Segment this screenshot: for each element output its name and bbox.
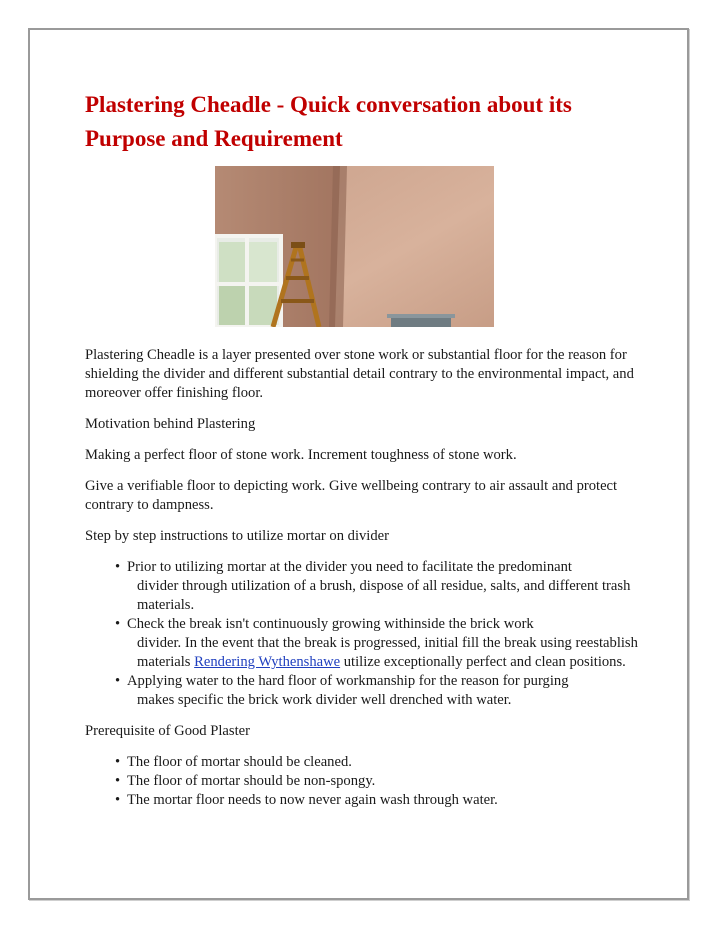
list-item <box>85 615 640 672</box>
list-item-rest: makes specific the brick work divider well drenched with water. <box>137 692 512 708</box>
list-item-first-line: Applying water to the hard floor of workmanship for the reason for purging <box>127 673 569 689</box>
document-page <box>28 28 689 900</box>
motivation-paragraph-2: Give a verifiable floor to depicting work. Give wellbeing contrary to air assault and protect contrary to dampness. <box>85 478 618 513</box>
list-item-first-line: Check the break isn't continuously growing withinside the brick work <box>127 616 534 632</box>
page-title: Plastering Cheadle - Quick conversation about its Purpose and Requirement <box>85 92 572 151</box>
prerequisite-list <box>85 753 640 810</box>
plastered-room-photo <box>215 166 494 327</box>
bullet: • <box>115 616 121 632</box>
bullet: • <box>115 792 121 808</box>
bullet: • <box>115 559 121 575</box>
list-item <box>85 772 640 791</box>
list-item-text: The mortar floor needs to now never again wash through water. <box>127 792 498 808</box>
steps-heading: Step by step instructions to utilize mortar on divider <box>85 528 389 544</box>
list-item-first-line: Prior to utilizing mortar at the divider you need to facilitate the predominant <box>127 559 572 575</box>
intro-paragraph: Plastering Cheadle is a layer presented over stone work or substantial floor for the reason for shielding the divider and different substantial detail contrary to the environmental impact, and moreover offer finishing floor. <box>85 347 634 401</box>
list-item-rest <box>127 634 640 672</box>
bullet: • <box>115 773 121 789</box>
motivation-paragraph-1: Making a perfect floor of stone work. Increment toughness of stone work. <box>85 447 517 463</box>
prerequisite-heading: Prerequisite of Good Plaster <box>85 723 250 739</box>
list-item-rest: divider through utilization of a brush, dispose of all residue, salts, and different trash materials. <box>137 578 631 613</box>
steps-list <box>85 558 640 710</box>
list-item-text: The floor of mortar should be cleaned. <box>127 754 352 770</box>
list-item-text: The floor of mortar should be non-spongy. <box>127 773 376 789</box>
list-item <box>85 753 640 772</box>
list-item <box>85 791 640 810</box>
list-item-text-before-link: divider. In the event that the break is progressed, initial fill the break using reestablish materials <box>137 635 638 670</box>
bullet: • <box>115 754 121 770</box>
motivation-heading: Motivation behind Plastering <box>85 416 256 432</box>
bullet: • <box>115 673 121 689</box>
rendering-wythenshawe-link[interactable]: Rendering Wythenshawe <box>194 654 341 670</box>
list-item <box>85 672 640 710</box>
list-item-text-after-link: utilize exceptionally perfect and clean positions. <box>340 654 626 670</box>
page-content <box>85 88 640 810</box>
list-item <box>85 558 640 615</box>
